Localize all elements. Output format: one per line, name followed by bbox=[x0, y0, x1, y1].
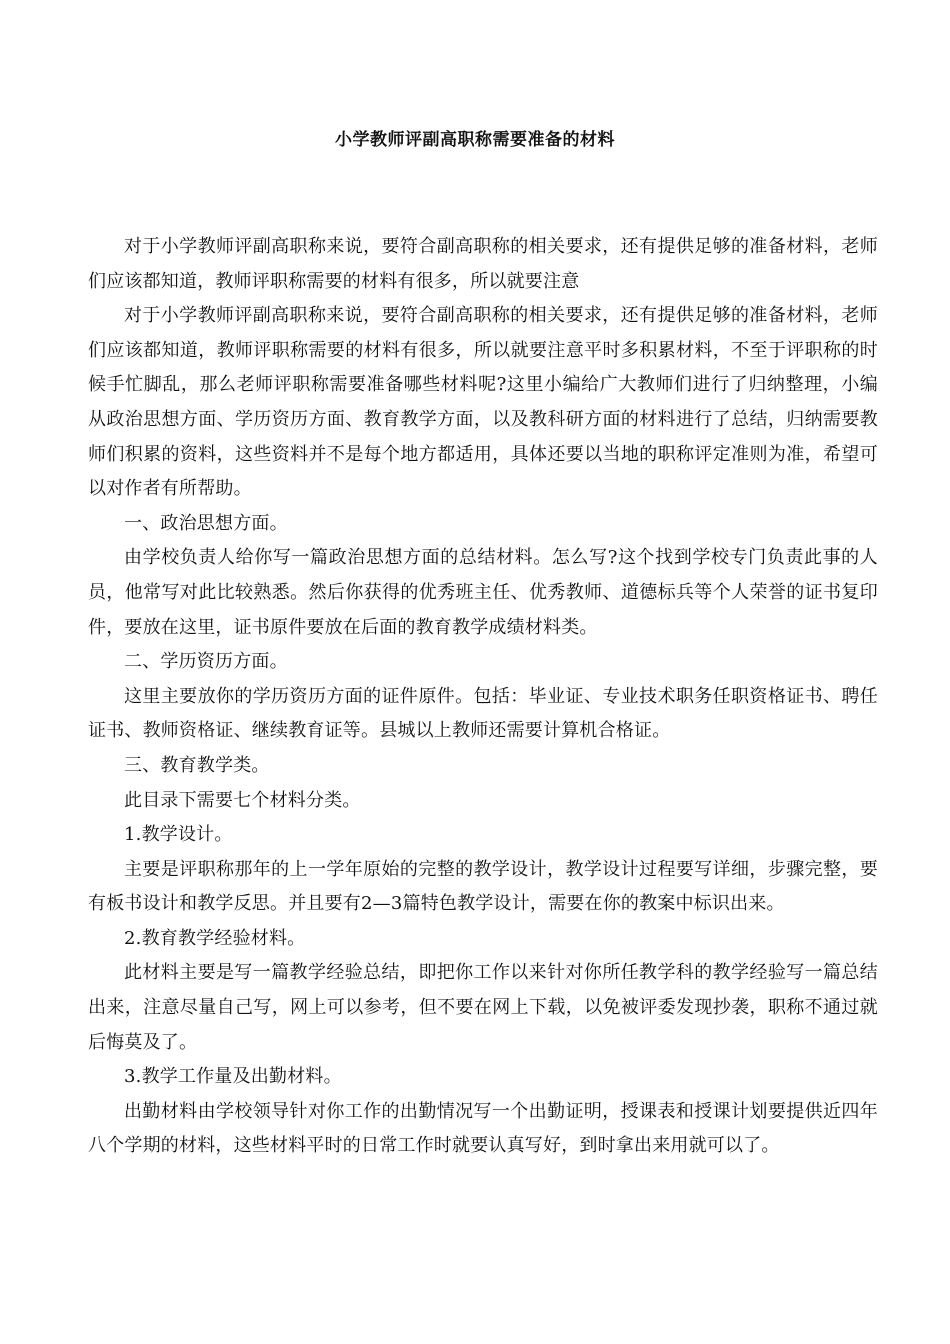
paragraph: 出勤材料由学校领导针对你工作的出勤情况写一个出勤证明，授课表和授课计划要提供近四年八个学期的材料，这些材料平时的日常工作时就要认真写好，到时拿出来用就可以了。 bbox=[88, 1100, 878, 1157]
paragraph: 主要是评职称那年的上一学年原始的完整的教学设计，教学设计过程要写详细，步骤完整，要有板书设计和教学反思。并且要有2—3篇特色教学设计，需要在你的教案中标识出来。 bbox=[88, 858, 878, 915]
subsection-heading: 3.教学工作量及出勤材料。 bbox=[124, 1066, 342, 1088]
paragraph: 对于小学教师评副高职称来说，要符合副高职称的相关要求，还有提供足够的准备材料，老师们应该都知道，教师评职称需要的材料有很多，所以就要注意平时多积累材料，不至于评职称的时候手忙脚乱，那么老师评职称需要准备哪些材料呢?这里小编给广大教师们进行了归纳整理，小编从政治思想方面、学历资历方面、教育教学方面，以及教科研方面的材料进行了总结，归纳需要教师们积累的资料，这些资料并不是每个地方都适用，具体还要以当地的职称评定准则为准，希望可以对作者有所帮助。 bbox=[88, 305, 878, 500]
subsection-heading: 2.教育教学经验材料。 bbox=[124, 927, 306, 949]
section-heading: 二、学历资历方面。 bbox=[124, 651, 288, 673]
section-heading: 一、政治思想方面。 bbox=[124, 512, 288, 534]
paragraph: 由学校负责人给你写一篇政治思想方面的总结材料。怎么写?这个找到学校专门负责此事的人员，他常写对此比较熟悉。然后你获得的优秀班主任、优秀教师、道德标兵等个人荣誉的证书复印件，要放在这里，证书原件要放在后面的教育教学成绩材料类。 bbox=[88, 547, 878, 638]
document-title: 小学教师评副高职称需要准备的材料 bbox=[335, 130, 615, 150]
paragraph: 对于小学教师评副高职称来说，要符合副高职称的相关要求，还有提供足够的准备材料，老师们应该都知道，教师评职称需要的材料有很多，所以就要注意 bbox=[88, 236, 878, 292]
paragraph: 这里主要放你的学历资历方面的证件原件。包括：毕业证、专业技术职务任职资格证书、聘任证书、教师资格证、继续教育证等。县城以上教师还需要计算机合格证。 bbox=[88, 685, 878, 742]
subsection-heading: 1.教学设计。 bbox=[124, 824, 233, 846]
paragraph: 此目录下需要七个材料分类。 bbox=[124, 789, 361, 811]
paragraph: 此材料主要是写一篇教学经验总结，即把你工作以来针对你所任教学科的教学经验写一篇总结出来，注意尽量自己写，网上可以参考，但不要在网上下载，以免被评委发现抄袭，职称不通过就后悔莫及了。 bbox=[88, 962, 878, 1053]
section-heading: 三、教育教学类。 bbox=[124, 754, 270, 776]
document-body bbox=[88, 230, 878, 1164]
